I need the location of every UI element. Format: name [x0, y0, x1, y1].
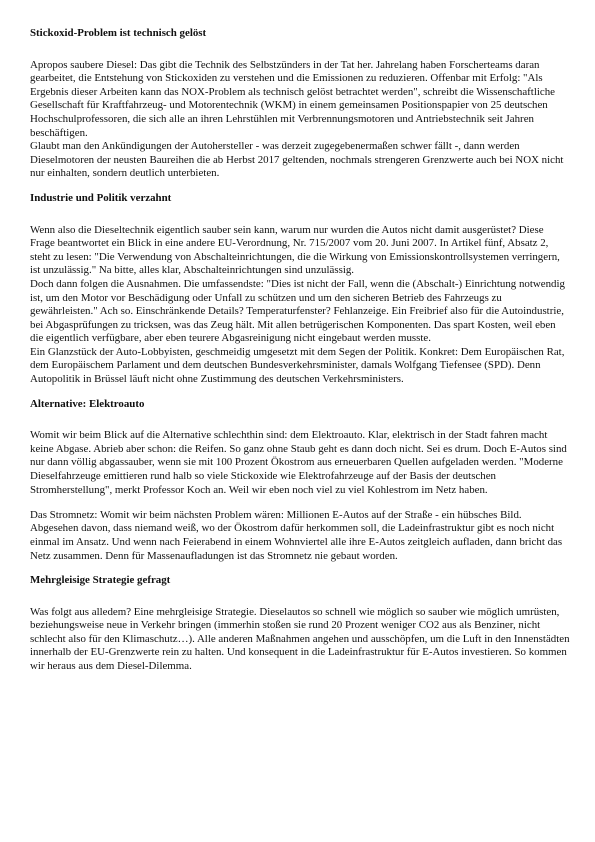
section-heading-elektroauto: Alternative: Elektroauto [30, 397, 145, 410]
paragraph-industrie-3: Ein Glanzstück der Auto-Lobbyisten, geschmeidig umgesetzt mit dem Segen der Politik. Konkret: Dem Europäischen Rat, dem Europäischem Parlament und dem deutschen Bundesverkehrsminister, damals Wolfgang Tiefensee (SPD). Denn Autopolitik in Brüssel läuft nicht ohne Zustimmung des deutschen Verkehrsministers. [30, 345, 565, 386]
paragraph-industrie-2: Doch dann folgen die Ausnahmen. Die umfassendste: "Dies ist nicht der Fall, wenn die (Abschalt-) Einrichtung notwendig ist, um den Motor vor Beschädigung oder Unfall zu schützen und um den sicheren Betrieb des Fahrzeugs zu gewährleisten." Ach so. Einschränkende Details? Temperaturfenster? Fehlanzeige. Ein Freibrief also für die Autoindustrie, bei Abgasprüfungen zu tricksen, was das Zeug hält. Mit allen betrügerischen Komponenten. Das spart Kosten, weil eben die eigentlich verfügbare, aber eben teurere Abgasreinigung nicht eingebaut werden musste. [30, 277, 565, 345]
paragraph-elektroauto-1: Womit wir beim Blick auf die Alternative schlechthin sind: dem Elektroauto. Klar, elektrisch in der Stadt fahren macht keine Abgase. Abrieb aber schon: die Reifen. So ganz ohne Staub geht es dann doch nicht. Sei es drum. Doch E-Autos sind nur dann völlig abgassauber, wenn sie mit 100 Prozent Ökostrom aus erneuerbaren Quellen aufgeladen werden. "Moderne Dieselfahrzeuge emittieren rund halb so viele Stickoxide wie Elektrofahrzeuge auf der Basis der deutschen Stromherstellung", merkt Professor Koch an. Weil wir eben noch viel zu viel Kohlestrom im Netz haben. [30, 429, 567, 496]
paragraph-elektroauto-2: Das Stromnetz: Womit wir beim nächsten Problem wären: Millionen E-Autos auf der Straße - ein hübsches Bild. Abgesehen davon, dass niemand weiß, wo der Ökostrom dafür herkommen soll, die Ladeinfrastruktur gibt es noch nicht einmal im Ansatz. Und wenn nach Feierabend in einem Wohnviertel alle ihre E-Autos zeitgleich aufladen, dann bricht das Netz zusammen. Denn für Massenaufladungen ist das Stromnetz nie gebaut worden. [30, 508, 563, 562]
document-page [30, 27, 570, 674]
paragraph-stickoxid-2: Glaubt man den Ankündigungen der Autohersteller - was derzeit zugegebenermaßen schwer fällt -, dann werden Dieselmotoren der neusten Baureihen die ab Herbst 2017 geltenden, nochmals strengeren Grenzwerte auch bei NOX nicht nur einhalten, sondern deutlich unterbieten. [30, 140, 564, 180]
section-heading-industrie: Industrie und Politik verzahnt [30, 191, 172, 204]
paragraph-industrie-1: Wenn also die Dieseltechnik eigentlich sauber sein kann, warum nur wurden die Autos nicht damit ausgerüstet? Diese Frage beantwortet ein Blick in eine andere EU-Verordnung, Nr. 715/2007 vom 20. Juni 2007. In Artikel fünf, Absatz 2, steht zu lesen: "Die Verwendung von Abschalteinrichtungen, die die Wirkung von Emissionskontrollsystemen verringern, ist unzulässig." Na bitte, alles klar, Abschalteinrichtungen sind unzulässig. [30, 223, 560, 277]
paragraph-strategie-1: Was folgt aus alledem? Eine mehrgleisige Strategie. Dieselautos so schnell wie möglich so sauber wie möglich umrüsten, beziehungsweise neue in Verkehr bringen (immerhin stoßen sie rund 20 Prozent weniger CO2 aus als Benziner, nicht schlecht also für den Klimaschutz…). Alle anderen Maßnahmen angehen und ausschöpfen, um die Luft in den Innenstädten innerhalb der EU-Grenzwerte rein zu halten. Und konsequent in die Ladeinfrastruktur für E-Autos investieren. So kommen wir heraus aus dem Diesel-Dilemma. [30, 605, 570, 673]
paragraph-stickoxid-1: Apropos saubere Diesel: Das gibt die Technik des Selbstzünders in der Tat her. Jahrelang haben Forscherteams daran gearbeitet, die Entstehung von Stickoxiden zu verstehen und die Emissionen zu reduzieren. Offenbar mit Erfolg: "Als Ergebnis dieser Arbeiten kann das NOX-Problem als technisch gelöst betrachtet werden", schreibt die Wissenschaftliche Gesellschaft für Kraftfahrzeug- und Motorentechnik (WKM) in einem gemeinsamen Positionspapier von 25 deutschen Hochschulprofessoren, die sich alle an ihren Lehrstühlen mit Verbrennungsmotoren und Antriebstechnik seit Jahren beschäftigen. [30, 58, 555, 139]
section-heading-stickoxid: Stickoxid-Problem ist technisch gelöst [30, 27, 207, 39]
section-heading-strategie: Mehrgleisige Strategie gefragt [30, 574, 171, 587]
